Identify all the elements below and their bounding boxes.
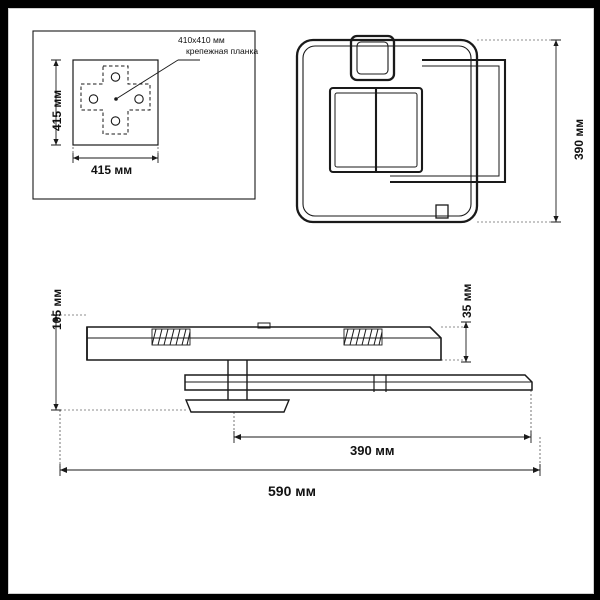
label-mounting-plate-callout: 410x410 мм <box>178 35 225 45</box>
label-front-total-height: 105 мм <box>50 288 64 330</box>
label-front-body-height: 35 мм <box>460 283 474 318</box>
label-top-view-height: 390 мм <box>572 118 586 160</box>
label-plate-width: 415 мм <box>91 163 133 177</box>
label-plate-height: 415 мм <box>50 89 64 131</box>
label-mounting-plate-note: крепежная планка <box>186 46 259 56</box>
label-front-total-width: 590 мм <box>268 483 316 499</box>
label-front-inner-width: 390 мм <box>350 443 395 458</box>
